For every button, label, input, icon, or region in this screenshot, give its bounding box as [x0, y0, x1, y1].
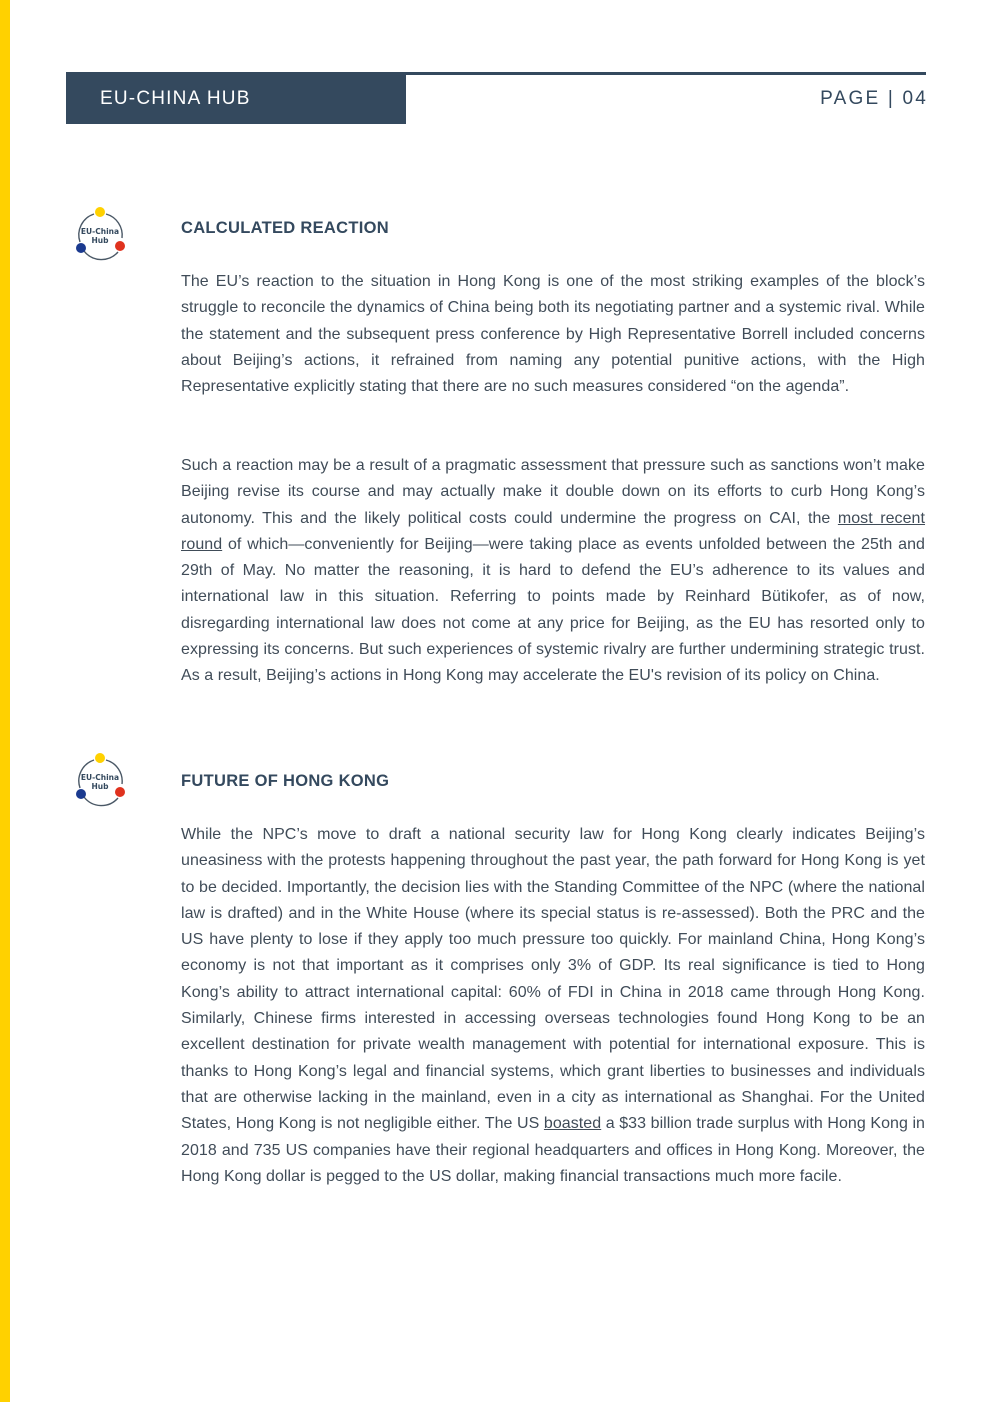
header-rule — [406, 72, 926, 75]
boasted-link[interactable]: boasted — [543, 1115, 602, 1133]
paragraph-text: a $33 billion trade surplus with Hong Kong in 2018 and 735 US companies have their regional headquarters and offices in Hong Kong. Moreover, the Hong Kong dollar is pegged to the US dollar, making financial transactions much more facile. — [181, 1115, 926, 1185]
eu-china-hub-logo-icon — [72, 204, 130, 264]
paragraph — [181, 453, 925, 690]
header-title-box — [66, 72, 406, 124]
logo-text-line1: EU-China — [80, 773, 120, 782]
accent-bar — [0, 0, 10, 1402]
paragraph — [181, 822, 925, 1190]
logo-text-line1: EU-China — [80, 227, 120, 236]
most-recent-round-link[interactable]: most recent round — [181, 509, 926, 553]
paragraph-text: While the NPC’s move to draft a national security law for Hong Kong clearly indicates Beijing’s uneasiness with the protests happening throughout the past year, the path forward for Hong Kong is yet to be decided. Importantly, the decision lies with the Standing Committee of the NPC (where the national law is drafted) and in the White House (where its special status is re-assessed). Both the PRC and the US have plenty to lose if they apply too much pressure too quickly. For mainland China, Hong Kong’s economy is not that important as it comprises only 3% of GDP. Its real significance is tied to Hong Kong’s ability to attract international capital: 60% of FDI in China in 2018 came through Hong Kong. Similarly, Chinese firms interested in accessing overseas technologies found Hong Kong to be an excellent destination for private wealth management with potential for international exposure. This is thanks to Hong Kong’s legal and financial systems, which grant liberties to businesses and individuals that are otherwise lacking in the mainland, even in a city as international as Shanghai. For the United States, Hong Kong is not negligible either. The US — [181, 826, 925, 1133]
logo-text-line2: Hub — [91, 782, 109, 791]
section-title-future-of-hong-kong: FUTURE OF HONG KONG — [181, 772, 390, 790]
header-title: EU-CHINA HUB — [100, 88, 251, 109]
eu-china-hub-logo-icon — [72, 750, 130, 810]
paragraph-text: Such a reaction may be a result of a pragmatic assessment that pressure such as sanctions won’t make Beijing revise its course and may actually make it double down on its efforts to curb Hong Kong’s autonomy. This and the likely political costs could undermine the progress on CAI, the — [181, 457, 925, 527]
paragraph: The EU’s reaction to the situation in Hong Kong is one of the most striking examples of the block’s struggle to reconcile the dynamics of China being both its negotiating partner and a systemic rival. While the statement and the subsequent press conference by High Representative Borrell included concerns about Beijing’s actions, it refrained from naming any potential punitive actions, with the High Representative explicitly stating that there are no such measures considered “on the agenda”. — [181, 273, 925, 396]
logo-text-line2: Hub — [91, 236, 109, 245]
page-number: PAGE | 04 — [820, 88, 928, 109]
section-title-calculated-reaction: CALCULATED REACTION — [181, 219, 389, 237]
paragraph-text: of which—conveniently for Beijing—were taking place as events unfolded between the 25th and 29th of May. No matter the reasoning, it is hard to defend the EU’s adherence to its values and international law in this situation. Referring to points made by Reinhard Bütikofer, as of now, disregarding international law does not come at any price for Beijing, as the EU has resorted only to expressing its concerns. But such experiences of systemic rivalry are further undermining strategic trust. As a result, Beijing’s actions in Hong Kong may accelerate the EU's revision of its policy on China. — [181, 535, 925, 685]
